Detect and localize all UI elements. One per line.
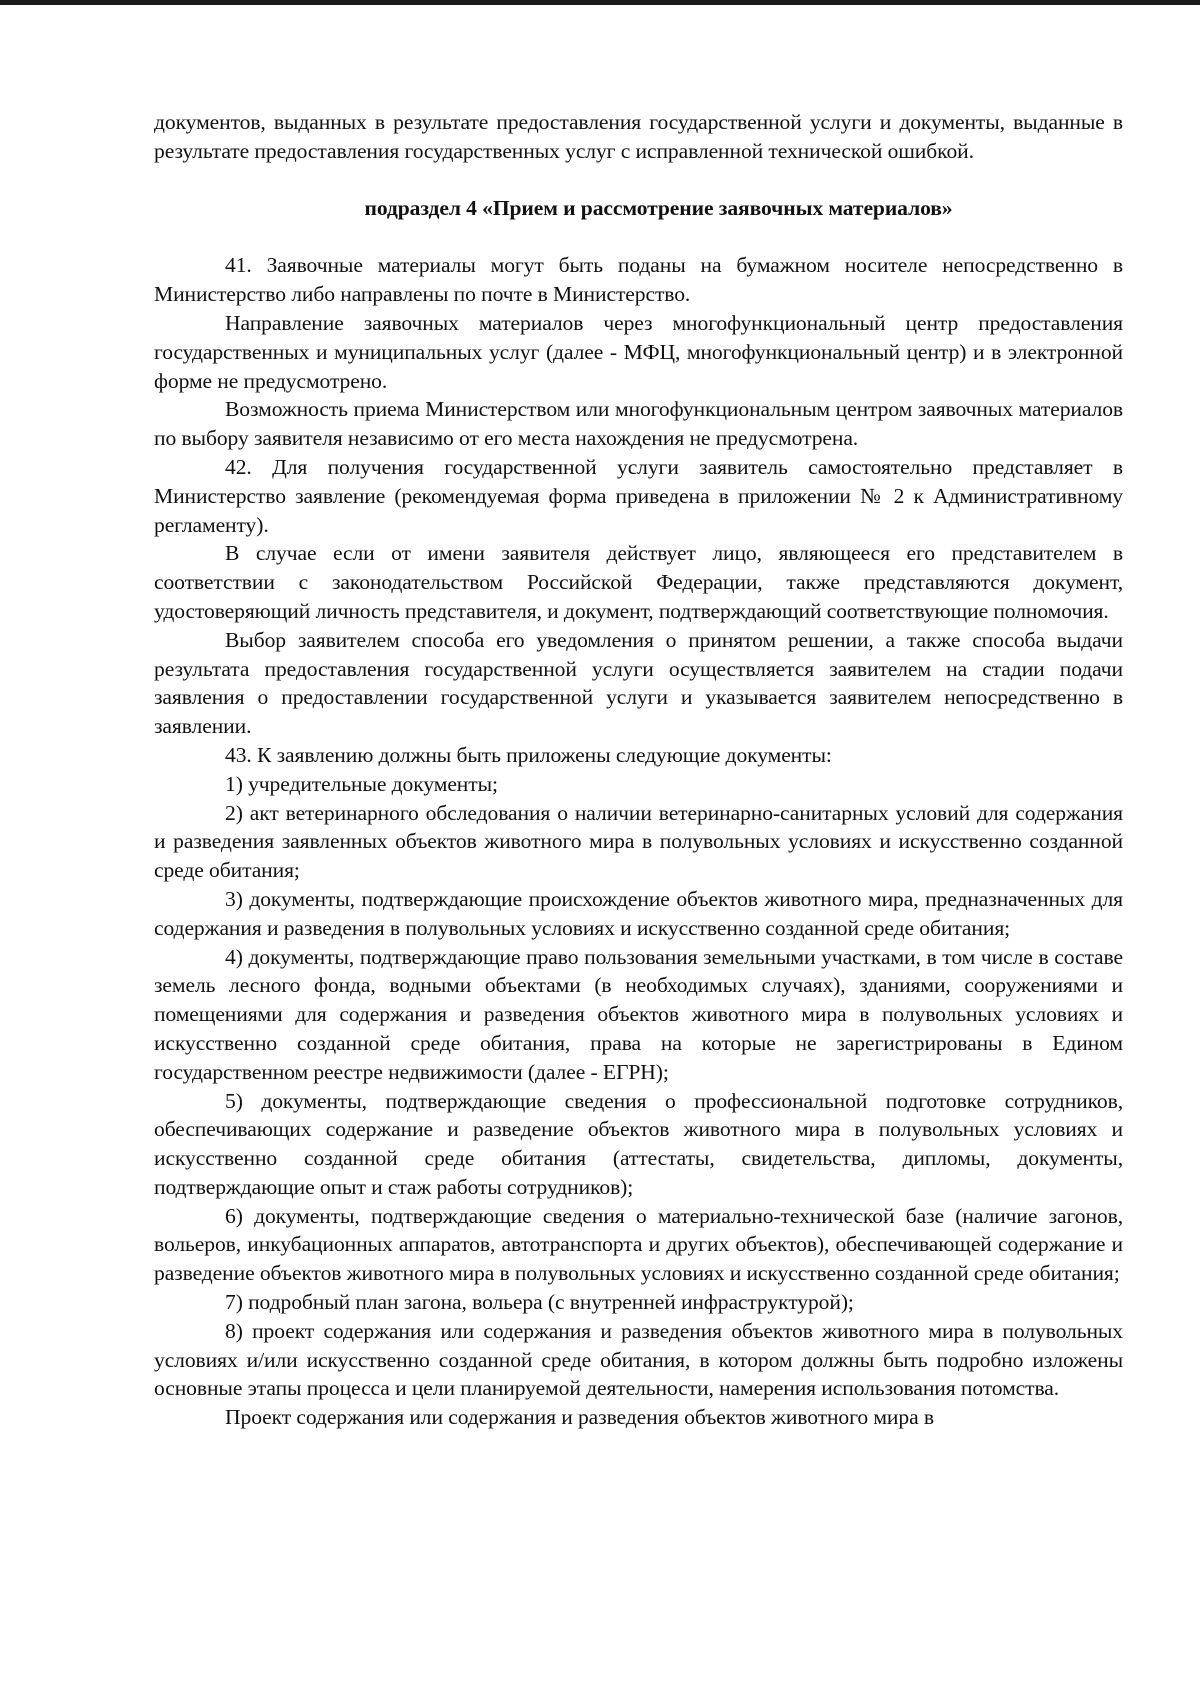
paragraph-43: 43. К заявлению должны быть приложены следующие документы: bbox=[225, 742, 832, 767]
intro-paragraph: документов, выданных в результате предоставления государственной услуги и документы, выданные в результате предоставления государственных услуг с исправленной технической ошибкой. bbox=[154, 110, 1123, 163]
scan-top-edge bbox=[0, 0, 1200, 5]
list-item-2: 2) акт ветеринарного обследования о наличии ветеринарно-санитарных условий для содержания и разведения заявленных объектов животного мира в полувольных условиях и искусственно созданной среде обитания; bbox=[154, 800, 1123, 883]
list-item-3: 3) документы, подтверждающие происхождение объектов животного мира, предназначенных для содержания и разведения в полувольных условиях и искусственно созданной среде обитания; bbox=[154, 886, 1123, 940]
paragraph-mfc: Направление заявочных материалов через многофункциональный центр предоставления государственных и муниципальных услуг (далее - МФЦ, многофункциональный центр) и в электронной форме не предусмотрено. bbox=[154, 310, 1123, 393]
paragraph-42: 42. Для получения государственной услуги заявитель самостоятельно представляет в Министерство заявление (рекомендуемая форма приведена в приложении № 2 к Административному регламенту). bbox=[154, 454, 1123, 537]
paragraph-project: Проект содержания или содержания и разведения объектов животного мира в bbox=[225, 1405, 934, 1430]
paragraph-41: 41. Заявочные материалы могут быть поданы на бумажном носителе непосредственно в Министерство либо направлены по почте в Министерство. bbox=[154, 253, 1123, 307]
section-heading: подраздел 4 «Прием и рассмотрение заявочных материалов» bbox=[364, 195, 953, 220]
list-item-7: 7) подробный план загона, вольера (с внутренней инфраструктурой); bbox=[225, 1290, 854, 1315]
paragraph-notification: Выбор заявителем способа его уведомления о принятом решении, а также способа выдачи результата предоставления государственной услуги осуществляется заявителем на стадии подачи заявления о предоставлении государственной услуги и указывается заявителем непосредственно в заявлении. bbox=[154, 627, 1123, 739]
paragraph-reception: Возможность приема Министерством или многофункциональным центром заявочных материалов по выбору заявителя независимо от его места нахождения не предусмотрена. bbox=[154, 397, 1123, 451]
list-item-6: 6) документы, подтверждающие сведения о материально-технической базе (наличие загонов, вольеров, инкубационных аппаратов, автотранспорта и других объектов), обеспечивающей содержание и разведение объектов животного мира в полувольных условиях и искусственно созданной среде обитания; bbox=[154, 1203, 1123, 1286]
list-item-4: 4) документы, подтверждающие право пользования земельными участками, в том числе в составе земель лесного фонда, водными объектами (в необходимых случаях), зданиями, сооружениями и помещениями для содержания и разведения объектов животного мира в полувольных условиях и искусственно созданной среде обитания, права на которые не зарегистрированы в Едином государственном реестре недвижимости (далее - ЕГРН); bbox=[154, 944, 1123, 1084]
list-item-8: 8) проект содержания или содержания и разведения объектов животного мира в полувольных условиях и/или искусственно созданной среде обитания, в котором должны быть подробно изложены основные этапы процесса и цели планируемой деятельности, намерения использования потомства. bbox=[154, 1318, 1123, 1401]
document-page bbox=[154, 108, 1123, 1432]
list-item-1: 1) учредительные документы; bbox=[225, 771, 498, 796]
list-item-5: 5) документы, подтверждающие сведения о профессиональной подготовке сотрудников, обеспечивающих содержание и разведение объектов животного мира в полувольных условиях и искусственно созданной среде обитания (аттестаты, свидетельства, дипломы, документы, подтверждающие опыт и стаж работы сотрудников); bbox=[154, 1088, 1123, 1199]
paragraph-representative: В случае если от имени заявителя действует лицо, являющееся его представителем в соответствии с законодательством Российской Федерации, также представляются документ, удостоверяющий личность представителя, и документ, подтверждающий соответствующие полномочия. bbox=[154, 541, 1123, 623]
